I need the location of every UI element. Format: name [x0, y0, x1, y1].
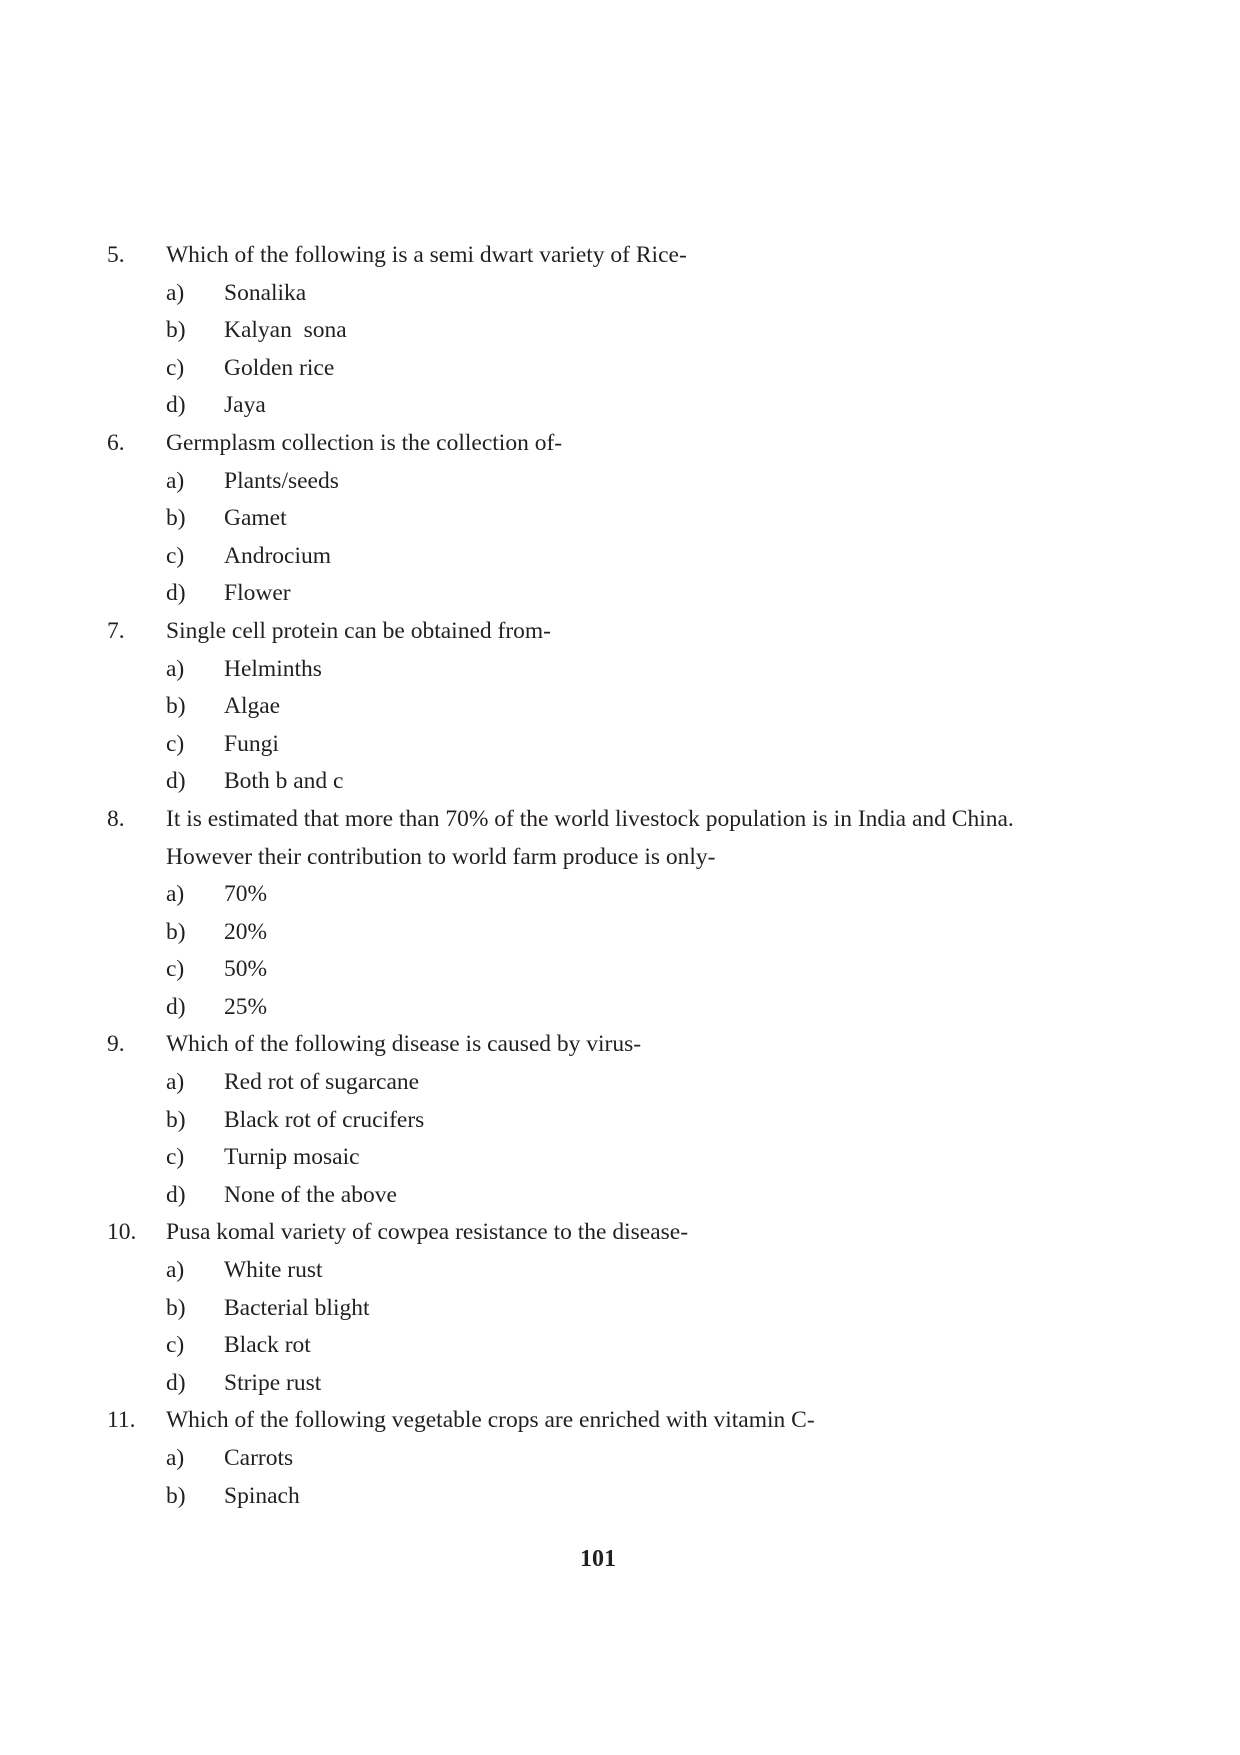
question-text-line: Which of the following is a semi dwart variety of Rice-	[166, 242, 687, 268]
option-text: Sonalika	[224, 279, 307, 306]
option-letter: a)	[166, 279, 185, 306]
question-stem	[107, 237, 1127, 275]
option-item	[107, 951, 1127, 989]
option-list	[107, 876, 1127, 1026]
question-text-line: Single cell protein can be obtained from-	[166, 617, 552, 644]
option-item	[107, 500, 1127, 538]
option-list	[107, 463, 1127, 613]
question-text	[166, 1214, 1127, 1252]
option-text: 70%	[224, 881, 268, 908]
option-text: White rust	[224, 1257, 323, 1284]
option-text: Plants/seeds	[224, 467, 339, 494]
question-text	[166, 237, 1127, 275]
option-list	[107, 275, 1127, 425]
option-item	[107, 575, 1127, 613]
option-text: Kalyan sona	[224, 317, 347, 344]
option-list	[107, 1440, 1127, 1515]
question-item	[107, 1214, 1127, 1402]
option-text: Bacterial blight	[224, 1294, 370, 1321]
question-number: 11.	[107, 1407, 136, 1434]
option-letter: b)	[166, 693, 186, 720]
option-item	[107, 1252, 1127, 1290]
option-letter: b)	[166, 1294, 186, 1321]
option-text: Black rot of crucifers	[224, 1106, 425, 1133]
option-letter: b)	[166, 317, 186, 344]
question-stem	[107, 1214, 1127, 1252]
question-text-line: It is estimated that more than 70% of the world livestock population is in India and China.	[166, 805, 1014, 832]
option-text: Both b and c	[224, 768, 344, 795]
option-letter: d)	[166, 1369, 186, 1396]
option-letter: d)	[166, 768, 186, 795]
option-item	[107, 1064, 1127, 1102]
option-text: Algae	[224, 693, 281, 720]
option-item	[107, 914, 1127, 952]
option-item	[107, 651, 1127, 689]
option-letter: a)	[166, 467, 185, 494]
option-text: Red rot of sugarcane	[224, 1069, 420, 1096]
option-text: Helminths	[224, 655, 322, 682]
option-item	[107, 312, 1127, 350]
option-text: Black rot	[224, 1332, 311, 1359]
question-item	[107, 425, 1127, 613]
question-text-line: Which of the following disease is caused by virus-	[166, 1031, 642, 1058]
question-stem	[107, 425, 1127, 463]
option-text: Androcium	[224, 542, 332, 569]
option-item	[107, 876, 1127, 914]
option-letter: a)	[166, 881, 185, 908]
question-stem	[107, 1402, 1127, 1440]
option-letter: b)	[166, 1482, 186, 1509]
question-item	[107, 801, 1127, 1027]
option-letter: d)	[166, 580, 186, 607]
question-text	[166, 425, 1127, 463]
option-list	[107, 651, 1127, 801]
question-number: 8.	[107, 805, 125, 832]
option-letter: b)	[166, 918, 186, 945]
option-list	[107, 1064, 1127, 1214]
question-text	[166, 1402, 1127, 1440]
option-letter: c)	[166, 542, 185, 569]
option-text: Gamet	[224, 505, 287, 532]
option-item	[107, 463, 1127, 501]
question-item	[107, 613, 1127, 801]
question-text	[166, 1026, 1127, 1064]
option-letter: c)	[166, 730, 185, 757]
option-item	[107, 1177, 1127, 1215]
option-letter: c)	[166, 1144, 185, 1171]
option-text: Spinach	[224, 1482, 300, 1509]
option-letter: c)	[166, 956, 185, 983]
option-text: Flower	[224, 580, 291, 607]
option-item	[107, 387, 1127, 425]
question-text	[166, 801, 1127, 876]
page-number: 101	[580, 1546, 616, 1572]
option-letter: a)	[166, 655, 185, 682]
option-letter: a)	[166, 1445, 185, 1471]
option-item	[107, 1365, 1127, 1403]
question-number: 7.	[107, 617, 125, 644]
question-item	[107, 1402, 1127, 1515]
option-letter: d)	[166, 392, 186, 419]
option-text: 25%	[224, 993, 268, 1020]
option-item	[107, 1440, 1127, 1478]
question-item	[107, 1026, 1127, 1214]
option-item	[107, 1102, 1127, 1140]
question-text-line: Which of the following vegetable crops are enriched with vitamin C-	[166, 1407, 815, 1434]
option-text: Fungi	[224, 730, 279, 757]
option-item	[107, 1478, 1127, 1516]
option-letter: d)	[166, 993, 186, 1020]
question-text-line: Pusa komal variety of cowpea resistance to the disease-	[166, 1219, 689, 1246]
option-item	[107, 1327, 1127, 1365]
question-text-line: However their contribution to world farm produce is only-	[166, 843, 716, 870]
option-item	[107, 726, 1127, 764]
option-letter: c)	[166, 354, 185, 381]
option-item	[107, 688, 1127, 726]
option-text: 50%	[224, 956, 268, 983]
question-number: 6.	[107, 429, 125, 456]
option-item	[107, 1290, 1127, 1328]
question-number: 10.	[107, 1219, 137, 1246]
option-letter: a)	[166, 1069, 185, 1096]
option-list	[107, 1252, 1127, 1402]
option-item	[107, 538, 1127, 576]
question-number: 9.	[107, 1031, 125, 1058]
question-number: 5.	[107, 242, 125, 268]
question-text-line: Germplasm collection is the collection of-	[166, 429, 563, 456]
option-item	[107, 275, 1127, 313]
option-text: Stripe rust	[224, 1369, 322, 1396]
option-item	[107, 763, 1127, 801]
option-letter: b)	[166, 1106, 186, 1133]
option-item	[107, 1139, 1127, 1177]
option-letter: a)	[166, 1257, 185, 1284]
question-item	[107, 237, 1127, 425]
option-text: Golden rice	[224, 354, 335, 381]
option-text: 20%	[224, 918, 268, 945]
question-stem	[107, 613, 1127, 651]
question-text	[166, 613, 1127, 651]
option-text: None of the above	[224, 1181, 397, 1208]
question-list	[107, 237, 1127, 1515]
option-text: Turnip mosaic	[224, 1144, 360, 1171]
option-letter: d)	[166, 1181, 186, 1208]
option-text: Carrots	[224, 1445, 294, 1471]
option-letter: b)	[166, 505, 186, 532]
question-stem	[107, 801, 1127, 876]
question-stem	[107, 1026, 1127, 1064]
option-letter: c)	[166, 1332, 185, 1359]
option-item	[107, 989, 1127, 1027]
option-text: Jaya	[224, 392, 266, 419]
option-item	[107, 350, 1127, 388]
